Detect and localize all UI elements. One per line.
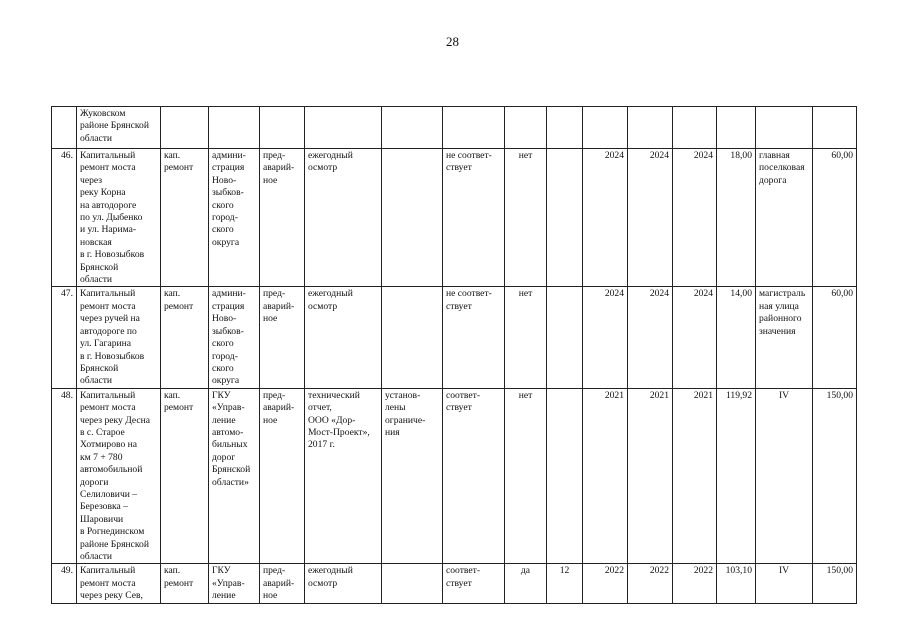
cost: 150,00 (813, 388, 857, 564)
cost: 60,00 (813, 287, 857, 388)
road-category: IV (756, 388, 813, 564)
table-row (52, 149, 857, 287)
flag: да (505, 564, 547, 603)
condition: пред- аварий- ное (260, 564, 305, 603)
flag (505, 107, 547, 149)
year-3 (673, 107, 717, 149)
object-name: Капитальный ремонт моста через реку Десна в с. Старое Хотмирово на км 7 + 780 автомобильной дороги Селиловичи – Березовка – Шаровичи в Рогнединском районе Брянской области (77, 388, 161, 564)
restrictions (382, 287, 443, 388)
extra-value: 12 (547, 564, 583, 603)
object-name: Капитальный ремонт моста через реку Сев, (77, 564, 161, 603)
cost: 60,00 (813, 149, 857, 287)
road-category: магистраль ная улица районного значения (756, 287, 813, 388)
work-type: кап. ремонт (161, 564, 209, 603)
condition (260, 107, 305, 149)
work-type: кап. ремонт (161, 388, 209, 564)
row-number: 49. (52, 564, 77, 603)
norm-compliance: не соответ- ствует (443, 149, 505, 287)
length: 18,00 (717, 149, 756, 287)
road-category (756, 107, 813, 149)
year-2: 2024 (628, 287, 673, 388)
year-1: 2024 (583, 149, 628, 287)
responsible-org (209, 107, 260, 149)
inspection-doc: технический отчет, ООО «Дор- Мост-Проект», 2017 г. (305, 388, 382, 564)
condition: пред- аварий- ное (260, 287, 305, 388)
condition: пред- аварий- ное (260, 388, 305, 564)
restrictions (382, 564, 443, 603)
work-type (161, 107, 209, 149)
norm-compliance (443, 107, 505, 149)
flag: нет (505, 388, 547, 564)
length: 103,10 (717, 564, 756, 603)
length (717, 107, 756, 149)
restrictions: установ- лены ограниче- ния (382, 388, 443, 564)
extra-value (547, 149, 583, 287)
year-3: 2021 (673, 388, 717, 564)
year-3: 2024 (673, 149, 717, 287)
work-type: кап. ремонт (161, 287, 209, 388)
year-1 (583, 107, 628, 149)
extra-value (547, 287, 583, 388)
inspection-doc: ежегодный осмотр (305, 287, 382, 388)
table-row (52, 107, 857, 149)
flag: нет (505, 287, 547, 388)
row-number (52, 107, 77, 149)
responsible-org: админи- страция Ново- зыбков- ского город- ского округа (209, 287, 260, 388)
road-category: главная поселковая дорога (756, 149, 813, 287)
inspection-doc: ежегодный осмотр (305, 149, 382, 287)
cost (813, 107, 857, 149)
cost: 150,00 (813, 564, 857, 603)
responsible-org: ГКУ «Управ- ление автомо- бильных дорог Брянской области» (209, 388, 260, 564)
flag: нет (505, 149, 547, 287)
table-row (52, 287, 857, 388)
norm-compliance: соответ- ствует (443, 388, 505, 564)
extra-value (547, 107, 583, 149)
length: 14,00 (717, 287, 756, 388)
condition: пред- аварий- ное (260, 149, 305, 287)
year-2: 2021 (628, 388, 673, 564)
inspection-doc (305, 107, 382, 149)
page-number: 28 (446, 34, 459, 49)
length: 119,92 (717, 388, 756, 564)
year-2 (628, 107, 673, 149)
responsible-org: ГКУ «Управ- ление (209, 564, 260, 603)
year-1: 2022 (583, 564, 628, 603)
inspection-doc: ежегодный осмотр (305, 564, 382, 603)
table-row (52, 564, 857, 603)
year-2: 2022 (628, 564, 673, 603)
road-category: IV (756, 564, 813, 603)
extra-value (547, 388, 583, 564)
year-1: 2024 (583, 287, 628, 388)
restrictions (382, 149, 443, 287)
bridges-table (51, 106, 857, 604)
row-number: 47. (52, 287, 77, 388)
object-name: Жуковском районе Брянской области (77, 107, 161, 149)
year-1: 2021 (583, 388, 628, 564)
responsible-org: админи- страция Ново- зыбков- ского город- ского округа (209, 149, 260, 287)
year-3: 2024 (673, 287, 717, 388)
work-type: кап. ремонт (161, 149, 209, 287)
norm-compliance: соответ- ствует (443, 564, 505, 603)
row-number: 46. (52, 149, 77, 287)
year-2: 2024 (628, 149, 673, 287)
restrictions (382, 107, 443, 149)
norm-compliance: не соответ- ствует (443, 287, 505, 388)
table-row (52, 388, 857, 564)
row-number: 48. (52, 388, 77, 564)
object-name: Капитальный ремонт моста через реку Корна на автодороге по ул. Дыбенко и ул. Нарима- новская в г. Новозыбков Брянской области (77, 149, 161, 287)
object-name: Капитальный ремонт моста через ручей на автодороге по ул. Гагарина в г. Новозыбков Брянской области (77, 287, 161, 388)
year-3: 2022 (673, 564, 717, 603)
